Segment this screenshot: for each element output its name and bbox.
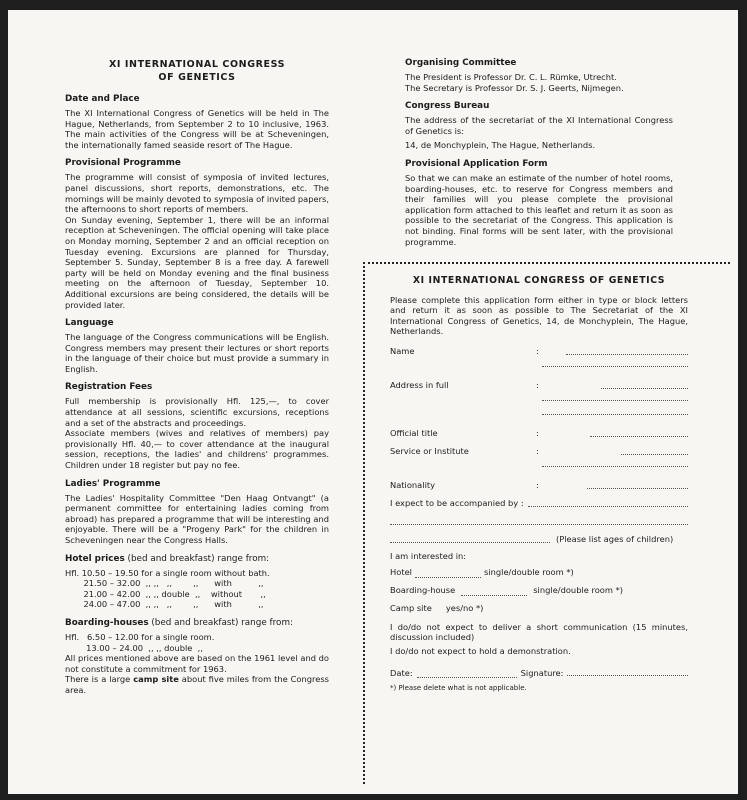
name-line-2[interactable] [390,357,688,371]
hotel-room-option[interactable]: single/double room *) [483,566,574,577]
camp-choice[interactable] [390,600,688,614]
official-title-field[interactable] [390,425,688,439]
accompanied-line-3[interactable] [390,531,688,545]
demonstration-statement[interactable]: I do/do not expect to hold a demonstration. [390,645,571,656]
name-input-line[interactable] [566,354,688,355]
nationality-input-line[interactable] [587,488,688,489]
camp-site-note: There is a large camp site about five miles from the Congress area. [65,674,329,695]
date-place-text: The XI International Congress of Genetics will be held in The Hague, Netherlands, from September 2 to 10 inclusive, 1963. The main activities of the Congress will be at Scheveningen, the internationally famed seaside resort of The Hague. [65,108,329,150]
hotel-price-row: 21.50 – 32.00 ,, ,, ,, ,, with ,, [65,578,264,589]
service-line-2[interactable] [390,457,688,471]
ages-note: (Please list ages of children) [556,534,674,545]
bureau-heading: Congress Bureau [405,101,490,112]
boarding-choice-label: Boarding-house [390,584,456,595]
committee-president: The President is Professor Dr. C. L. Rümke, Utrecht. [405,72,617,82]
boarding-heading: Boarding-houses (bed and breakfast) range from: [65,617,293,628]
camp-choice-label: Camp site [390,602,432,613]
interested-label: I am interested in: [390,550,467,561]
fees-heading: Registration Fees [65,382,153,393]
bureau-address: 14, de Monchyplein, The Hague, Netherlands. [405,140,596,151]
application-form [390,276,688,694]
communication-statement[interactable]: I do/do not expect to deliver a short communication (15 minutes, discussion included) [390,621,688,643]
hotel-price-row: Hfl. 10.50 – 19.50 for a single room without bath. [65,567,270,578]
perforation-vertical [363,262,365,784]
signature-label: Signature: [520,667,564,678]
service-field[interactable] [390,443,688,457]
boarding-price-row: 13.00 – 24.00 ,, ,, double ,, [65,642,203,653]
nationality-label: Nationality [390,480,436,491]
field-colon: : [536,446,539,457]
date-input-line[interactable] [417,670,517,678]
field-colon: : [536,380,539,391]
service-label: Service or Institute [390,446,469,457]
hotel-price-row: 24.00 – 47.00 ,, ,, ,, ,, with ,, [65,599,264,610]
fees-text-1: Full membership is provisionally Hfl. 125,—, to cover attendance at all sessions, scientific excursions, receptions and a set of the abstracts and proceedings. [65,396,329,428]
bureau-text: The address of the secretariat of the XI International Congress of Genetics is: [405,115,673,136]
date-place-heading: Date and Place [65,94,140,104]
boarding-choice[interactable] [390,582,688,596]
accompanied-field[interactable] [390,495,688,509]
nationality-field[interactable] [390,477,688,491]
field-colon: : [536,428,539,439]
ladies-heading: Ladies' Programme [65,478,161,489]
service-input-line[interactable] [621,454,688,455]
programme-text-2: On Sunday evening, September 1, there will be an informal reception at Scheveningen. The official opening will take place on Monday morning, September 2 and an official reception on Tuesday evening. Excursions are planned for Thursday, September 5. Sunday, September 8 is a free day. A farewell party will be held on Monday evening and the final business meeting on the afternoon of Tuesday, September 10. Additional excursions are being considered, the details will be provided later. [65,214,329,310]
address-line-3[interactable] [390,405,688,419]
official-title-label: Official title [390,428,438,439]
name-label: Name [390,346,415,357]
date-signature-row[interactable] [390,664,688,678]
congress-title: XI INTERNATIONAL CONGRESS OF GENETICS [108,59,286,83]
address-field[interactable] [390,377,688,391]
boarding-count-line[interactable] [461,588,527,596]
official-title-input-line[interactable] [590,436,688,437]
accompanied-input-line[interactable] [528,506,688,507]
application-text: So that we can make an estimate of the number of hotel rooms, boarding-houses, etc. to reserve for Congress members and their families will you please complete the provisional application form attached to this leaflet and return it as soon as possible to the secretariat of the Congress. This application is not binding. Final forms will be sent later, with the provisional programme. [405,172,673,247]
signature-input-line[interactable] [567,675,688,676]
fees-text-2: Associate members (wives and relatives of members) pay provisionally Hfl. 40,— to cover attendance at the inaugural session, receptions, the ladies' and childrens' programmes. Children under 18 register but pay no fee. [65,428,329,471]
left-column [65,58,329,696]
camp-yes-no-option[interactable]: yes/no *) [445,602,484,613]
boarding-room-option[interactable]: single/double room *) [533,584,623,595]
programme-text-1: The programme will consist of symposia of invited lectures, panel discussions, short reports, demonstrations, etc. The mornings will be mainly devoted to symposia of invited papers, the afternoons to short reports of members. [65,172,329,215]
accompanied-line-2[interactable] [390,513,688,527]
footnote: *) Please delete what is not applicable. [390,684,527,693]
committee-heading: Organising Committee [405,58,517,68]
language-text: The language of the Congress communications will be English. Congress members may present their lectures or short reports in the language of their choice but must provide a summary in English. [65,332,329,374]
perforation-horizontal [363,262,730,264]
application-heading: Provisional Application Form [405,158,548,169]
form-intro: Please complete this application form either in type or block letters and return it as soon as possible to The Secretariat of the XI International Congress of Genetics, 14, de Monchyplein, The Hague, Netherlands. [390,294,688,337]
hotel-choice-label: Hotel [390,566,412,577]
address-label: Address in full [390,380,449,391]
field-colon: : [536,346,539,357]
hotel-heading: Hotel prices (bed and breakfast) range from: [65,553,270,564]
name-field[interactable] [390,343,688,357]
address-input-line[interactable] [601,388,688,389]
accompanied-label: I expect to be accompanied by : [390,498,524,509]
committee-secretary: The Secretary is Professor Dr. S. J. Geerts, Nijmegen. [405,82,624,93]
field-colon: : [536,480,539,491]
date-label: Date: [390,667,413,678]
form-title: XI INTERNATIONAL CONGRESS OF GENETICS [412,275,666,286]
hotel-count-line[interactable] [415,570,481,578]
prices-note: All prices mentioned above are based on the 1961 level and do not constitute a commitment for 1963. [65,653,329,674]
ladies-text: The Ladies' Hospitality Committee "Den Haag Ontvangt" (a permanent committee for entertaining ladies coming from abroad) has prepared a programme that will be interesting and enjoyable. There will be a "Progeny Park" for the children in Scheveningen near the Congress Halls. [65,492,329,545]
right-column [405,58,673,247]
address-line-2[interactable] [390,391,688,405]
programme-heading: Provisional Programme [65,158,181,169]
hotel-price-row: 21.00 – 42.00 ,, ,, double ,, without ,, [65,588,266,599]
boarding-price-row: Hfl. 6.50 – 12.00 for a single room. [65,631,215,642]
hotel-choice[interactable] [390,564,688,578]
language-heading: Language [65,318,114,329]
